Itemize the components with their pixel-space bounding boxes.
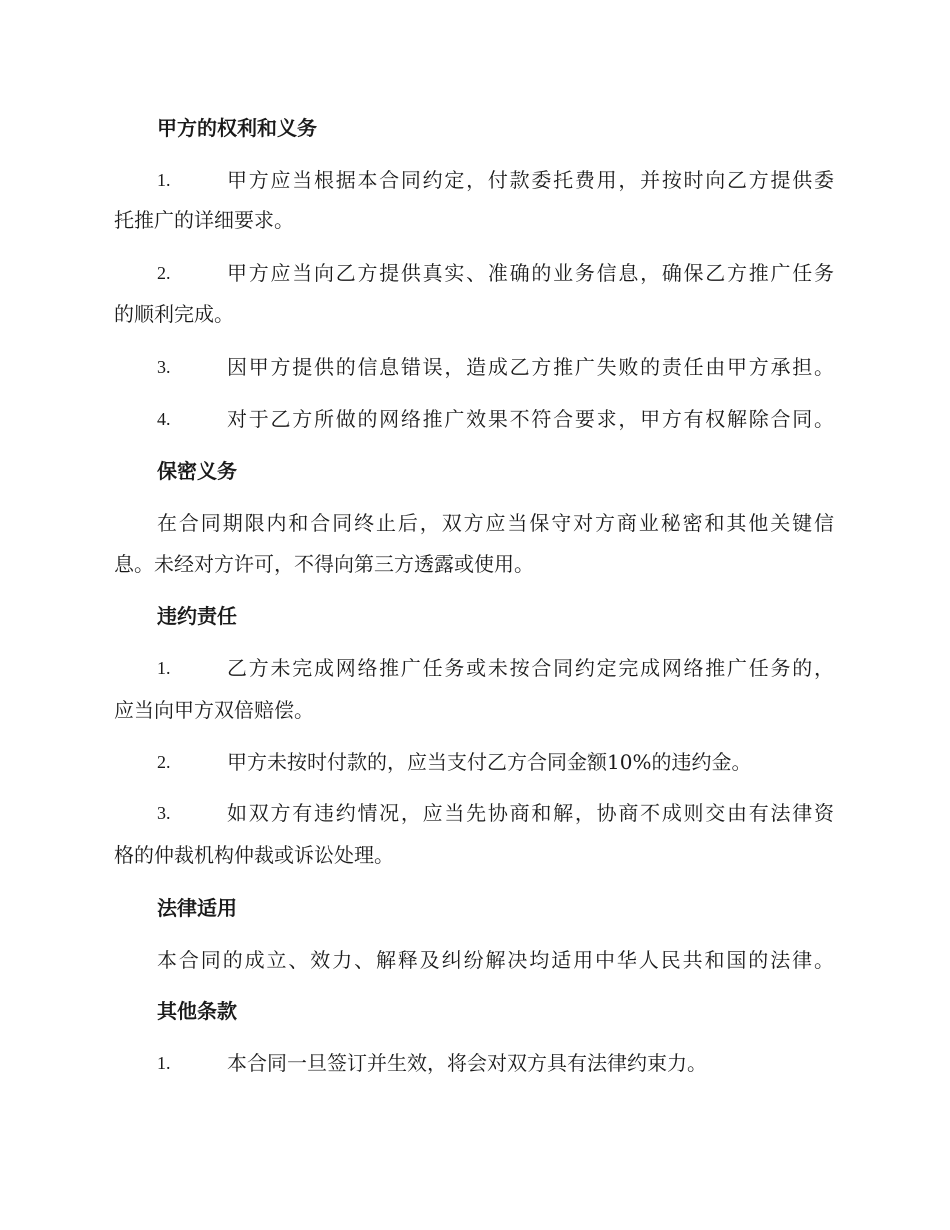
- item-number: 1.: [157, 658, 171, 678]
- item-text: 格的仲裁机构仲裁或诉讼处理。: [114, 843, 394, 867]
- item-number: 1.: [157, 170, 171, 190]
- item-text: 甲方未按时付款的，应当支付乙方合同金额10%的违约金。: [227, 750, 752, 774]
- item-text: 甲方应当向乙方提供真实、准确的业务信息，确保乙方推广任务: [227, 261, 834, 285]
- item-text: 应当向甲方双倍赔偿。: [114, 698, 314, 722]
- item-text: 的顺利完成。: [114, 302, 234, 326]
- section-heading-other: 其他条款: [157, 999, 237, 1023]
- item-number: 3.: [157, 803, 171, 823]
- item-text: 托推广的详细要求。: [114, 208, 294, 232]
- section-heading-party-a: 甲方的权利和义务: [157, 116, 317, 140]
- section-heading-breach: 违约责任: [157, 604, 237, 628]
- paragraph-text: 在合同期限内和合同终止后，双方应当保守对方商业秘密和其他关键信: [157, 511, 834, 535]
- item-number: 2.: [157, 752, 171, 772]
- item-number: 2.: [157, 263, 171, 283]
- paragraph-text: 息。未经对方许可，不得向第三方透露或使用。: [114, 552, 534, 576]
- item-number: 1.: [157, 1053, 171, 1073]
- item-number: 4.: [157, 409, 171, 429]
- item-text: 本合同一旦签订并生效，将会对双方具有法律约束力。: [227, 1051, 707, 1075]
- paragraph-text: 本合同的成立、效力、解释及纠纷解决均适用中华人民共和国的法律。: [157, 948, 834, 972]
- item-text: 对于乙方所做的网络推广效果不符合要求，甲方有权解除合同。: [227, 407, 834, 431]
- section-heading-confidentiality: 保密义务: [157, 459, 237, 483]
- item-text: 甲方应当根据本合同约定，付款委托费用，并按时向乙方提供委: [227, 168, 834, 192]
- item-text: 乙方未完成网络推广任务或未按合同约定完成网络推广任务的，: [227, 656, 834, 680]
- item-number: 3.: [157, 357, 171, 377]
- section-heading-law: 法律适用: [157, 896, 237, 920]
- item-text: 如双方有违约情况，应当先协商和解，协商不成则交由有法律资: [227, 801, 834, 825]
- item-text: 因甲方提供的信息错误，造成乙方推广失败的责任由甲方承担。: [227, 355, 834, 379]
